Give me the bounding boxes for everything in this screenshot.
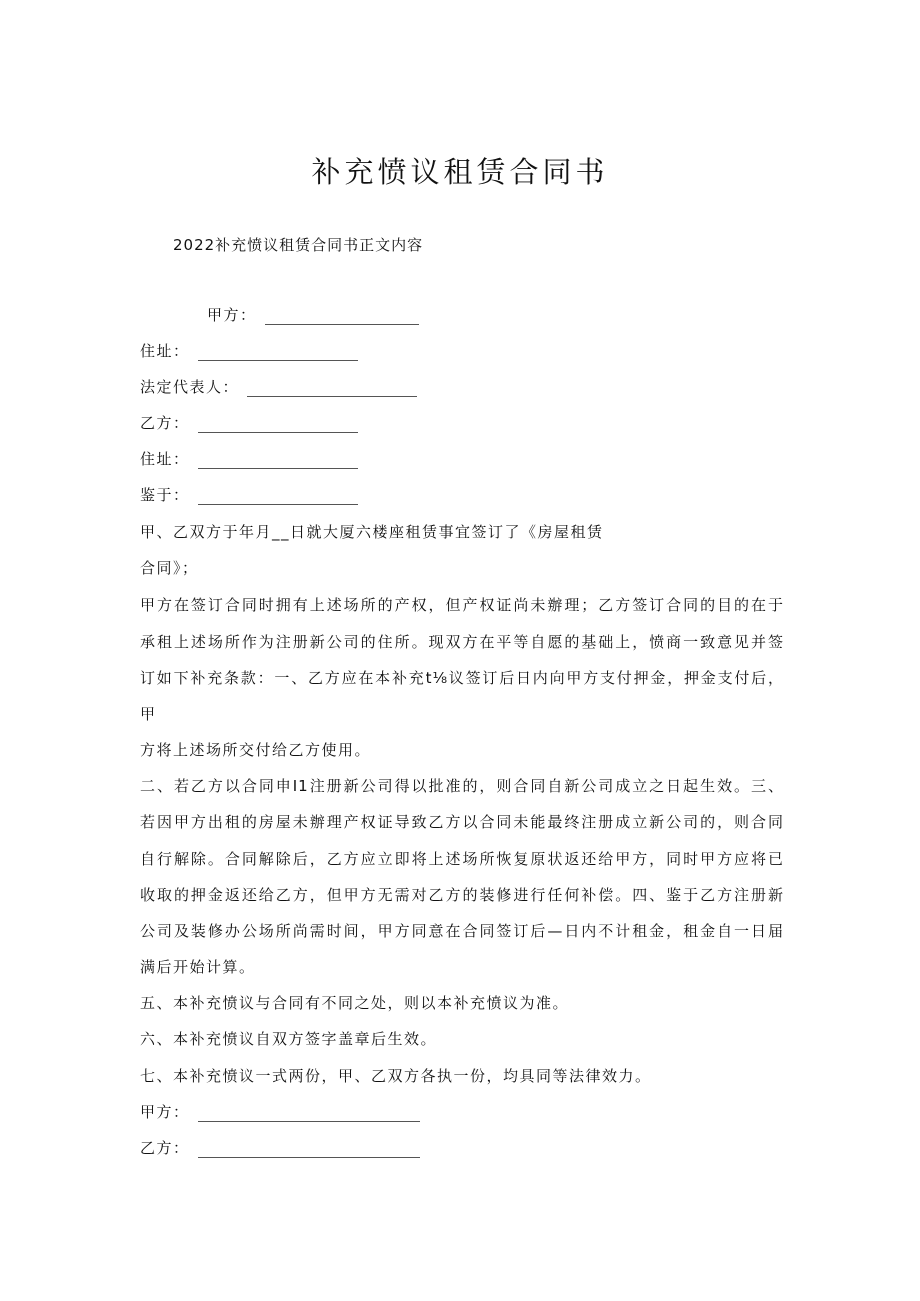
party-a-label: 甲方： (207, 306, 257, 324)
body-line: 满后开始计算。 (140, 958, 256, 976)
legal-rep-label: 法定代表人： (140, 378, 240, 396)
body-line: 甲、乙双方于年月__日就大厦六楼座租赁事宜签订了《房屋租赁 (140, 523, 604, 541)
address-2-field (140, 448, 358, 469)
signature-party-b-blank (198, 1143, 420, 1158)
body-line: 甲 (140, 705, 157, 723)
body-line: 收取的押金返还给乙方，但甲方无需对乙方的装修进行任何补偿。四、鉴于乙方注册新 (140, 886, 784, 904)
address-2-label: 住址： (140, 450, 190, 468)
legal-rep-field (140, 376, 417, 397)
body-line: 五、本补充愤议与合同有不同之处，则以本补充愤议为准。 (140, 994, 570, 1012)
body-line: 六、本补充愤议自双方签字盖章后生效。 (140, 1030, 438, 1048)
party-b-blank (198, 418, 358, 433)
document-title: 补充愤议租赁合同书 (311, 155, 609, 189)
signature-party-a-blank (198, 1107, 420, 1122)
address-1-blank (198, 346, 358, 361)
legal-rep-blank (247, 382, 417, 397)
body-line: 公司及装修办公场所尚需时间，甲方同意在合同签订后—日内不计租金，租金自一日届 (140, 922, 784, 940)
body-line: 合同》； (140, 559, 199, 577)
party-b-field (140, 412, 358, 433)
party-a-blank (265, 310, 419, 325)
body-line: 订如下补充条款：一、乙方应在本补充t⅛议签订后日内向甲方支付押金，押金支付后， (140, 669, 784, 687)
witness-blank (198, 490, 358, 505)
signature-party-a (140, 1101, 420, 1122)
witness-label: 鉴于： (140, 486, 190, 504)
body-line: 自行解除。合同解除后，乙方应立即将上述场所恢复原状返还给甲方，同时甲方应将已 (140, 850, 784, 868)
address-2-blank (198, 454, 358, 469)
address-1-label: 住址： (140, 342, 190, 360)
body-line: 二、若乙方以合同申I1注册新公司得以批准的，则合同自新公司成立之日起生效。三、 (140, 777, 784, 795)
party-a-field (207, 304, 419, 325)
signature-party-b (140, 1137, 420, 1158)
witness-field (140, 484, 358, 505)
party-b-label: 乙方： (140, 414, 190, 432)
signature-party-a-label: 甲方： (140, 1103, 190, 1121)
body-line: 七、本补充愤议一式两份，甲、乙双方各执一份，均具同等法律效力。 (140, 1067, 652, 1085)
body-line: 甲方在签订合同时拥有上述场所的产权，但产权证尚未辦理；乙方签订合同的目的在于 (140, 596, 784, 614)
address-1-field (140, 340, 358, 361)
document-subtitle: 2022补充愤议租赁合同书正文内容 (173, 236, 424, 254)
body-line: 承租上述场所作为注册新公司的住所。现双方在平等自愿的基础上，愤商一致意见并签 (140, 633, 784, 651)
body-line: 方将上述场所交付给乙方使用。 (140, 741, 372, 759)
body-line: 若因甲方出租的房屋未辦理产权证导致乙方以合同未能最终注册成立新公司的，则合同 (140, 813, 784, 831)
signature-party-b-label: 乙方： (140, 1139, 190, 1157)
